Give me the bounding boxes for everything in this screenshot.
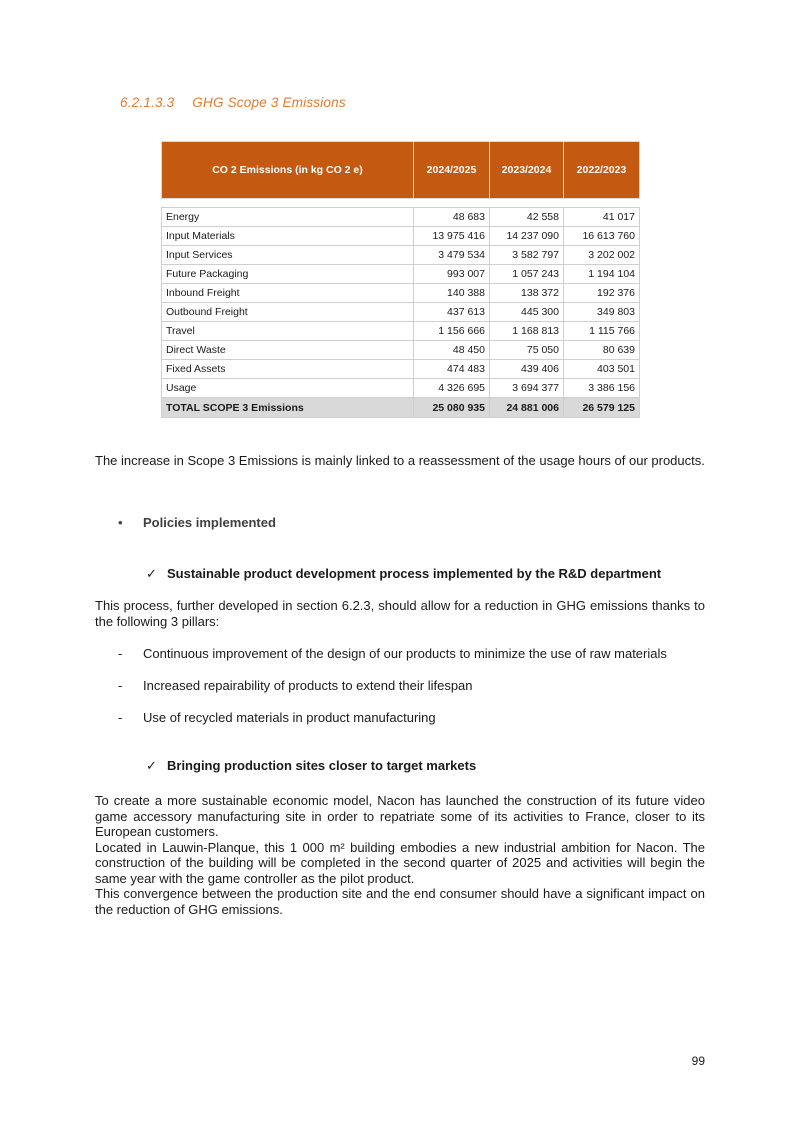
value-2024-2025: 474 483 — [414, 360, 490, 379]
value-2024-2025: 3 479 534 — [414, 246, 490, 265]
table-spacer-row — [162, 199, 640, 208]
row-label: Input Services — [162, 246, 414, 265]
value-2023-2024: 1 168 813 — [490, 322, 564, 341]
section-number: 6.2.1.3.3 — [120, 95, 175, 110]
value-2023-2024: 1 057 243 — [490, 265, 564, 284]
value-2024-2025: 13 975 416 — [414, 227, 490, 246]
subsection-heading-production — [146, 758, 476, 774]
section-heading — [120, 95, 346, 110]
table-row — [162, 265, 640, 284]
value-2022-2023: 3 386 156 — [564, 379, 640, 398]
table-row — [162, 303, 640, 322]
pillar-item — [118, 678, 473, 693]
dash-icon: - — [118, 710, 123, 725]
spacer-cell — [414, 199, 490, 208]
row-label: Future Packaging — [162, 265, 414, 284]
row-label: Usage — [162, 379, 414, 398]
row-label: Fixed Assets — [162, 360, 414, 379]
value-2024-2025: 140 388 — [414, 284, 490, 303]
value-2024-2025: 48 450 — [414, 341, 490, 360]
value-2023-2024: 445 300 — [490, 303, 564, 322]
checkmark-icon: ✓ — [146, 566, 157, 581]
value-2022-2023: 403 501 — [564, 360, 640, 379]
value-2023-2024: 24 881 006 — [490, 398, 564, 418]
table-row — [162, 284, 640, 303]
page-number: 99 — [691, 1054, 705, 1068]
pillar-text: Continuous improvement of the design of our products to minimize the use of raw materials — [143, 646, 667, 661]
header-year-2024-2025: 2024/2025 — [414, 142, 490, 199]
value-2022-2023: 349 803 — [564, 303, 640, 322]
checkmark-icon: ✓ — [146, 758, 157, 773]
value-2023-2024: 75 050 — [490, 341, 564, 360]
table-header-row — [162, 142, 640, 199]
table-row — [162, 341, 640, 360]
production-paragraph-2: Located in Lauwin-Planque, this 1 000 m² building embodies a new industrial ambition for Nacon. The construction of the building will be completed in the second quarter of 2025 and activities will begin the same year with the game controller as the pilot product. — [95, 839, 705, 886]
production-paragraph-3: This convergence between the production site and the end consumer should have a significant impact on the reduction of GHG emissions. — [95, 886, 705, 917]
row-label: Energy — [162, 208, 414, 227]
value-2022-2023: 41 017 — [564, 208, 640, 227]
subsection-title-production: Bringing production sites closer to target markets — [167, 758, 477, 773]
pillar-text: Increased repairability of products to extend their lifespan — [143, 678, 473, 693]
table-row — [162, 246, 640, 265]
value-2022-2023: 1 115 766 — [564, 322, 640, 341]
value-2023-2024: 3 582 797 — [490, 246, 564, 265]
value-2023-2024: 439 406 — [490, 360, 564, 379]
row-label: TOTAL SCOPE 3 Emissions — [162, 398, 414, 418]
spacer-cell — [490, 199, 564, 208]
dash-icon: - — [118, 678, 123, 693]
spacer-cell — [564, 199, 640, 208]
value-2023-2024: 42 558 — [490, 208, 564, 227]
subsection-heading-rd — [146, 566, 661, 582]
dash-icon: - — [118, 646, 123, 661]
header-year-2022-2023: 2022/2023 — [564, 142, 640, 199]
production-paragraph-1: To create a more sustainable economic model, Nacon has launched the construction of its future video game accessory manufacturing site in order to repatriate some of its activities to France, closer to its European customers. — [95, 793, 705, 839]
value-2023-2024: 3 694 377 — [490, 379, 564, 398]
subsection-title-rd: Sustainable product development process implemented by the R&D department — [167, 566, 662, 581]
value-2022-2023: 192 376 — [564, 284, 640, 303]
value-2022-2023: 16 613 760 — [564, 227, 640, 246]
table-row — [162, 322, 640, 341]
value-2024-2025: 437 613 — [414, 303, 490, 322]
value-2022-2023: 80 639 — [564, 341, 640, 360]
row-label: Travel — [162, 322, 414, 341]
intro-paragraph: The increase in Scope 3 Emissions is mainly linked to a reassessment of the usage hours of our products. — [95, 453, 705, 468]
pillar-item — [118, 710, 436, 725]
value-2022-2023: 3 202 002 — [564, 246, 640, 265]
header-year-2023-2024: 2023/2024 — [490, 142, 564, 199]
value-2024-2025: 993 007 — [414, 265, 490, 284]
value-2022-2023: 26 579 125 — [564, 398, 640, 418]
rd-paragraph: This process, further developed in section 6.2.3, should allow for a reduction in GHG emissions thanks to the following 3 pillars: — [95, 598, 705, 629]
table-total-row — [162, 398, 640, 418]
value-2024-2025: 4 326 695 — [414, 379, 490, 398]
value-2023-2024: 14 237 090 — [490, 227, 564, 246]
policies-bullet — [118, 515, 276, 530]
scope3-emissions-table — [161, 141, 640, 418]
row-label: Direct Waste — [162, 341, 414, 360]
value-2023-2024: 138 372 — [490, 284, 564, 303]
pillar-item — [118, 646, 667, 661]
header-metric: CO 2 Emissions (in kg CO 2 e) — [162, 142, 414, 199]
value-2024-2025: 25 080 935 — [414, 398, 490, 418]
table-row — [162, 360, 640, 379]
row-label: Outbound Freight — [162, 303, 414, 322]
bullet-label: Policies implemented — [143, 515, 276, 530]
spacer-cell — [162, 199, 414, 208]
table-row — [162, 227, 640, 246]
section-title: GHG Scope 3 Emissions — [192, 95, 346, 110]
row-label: Inbound Freight — [162, 284, 414, 303]
pillar-text: Use of recycled materials in product manufacturing — [143, 710, 436, 725]
value-2024-2025: 1 156 666 — [414, 322, 490, 341]
row-label: Input Materials — [162, 227, 414, 246]
table-row — [162, 208, 640, 227]
bullet-icon: • — [118, 515, 123, 530]
production-paragraph — [95, 793, 705, 917]
table-row — [162, 379, 640, 398]
value-2024-2025: 48 683 — [414, 208, 490, 227]
value-2022-2023: 1 194 104 — [564, 265, 640, 284]
